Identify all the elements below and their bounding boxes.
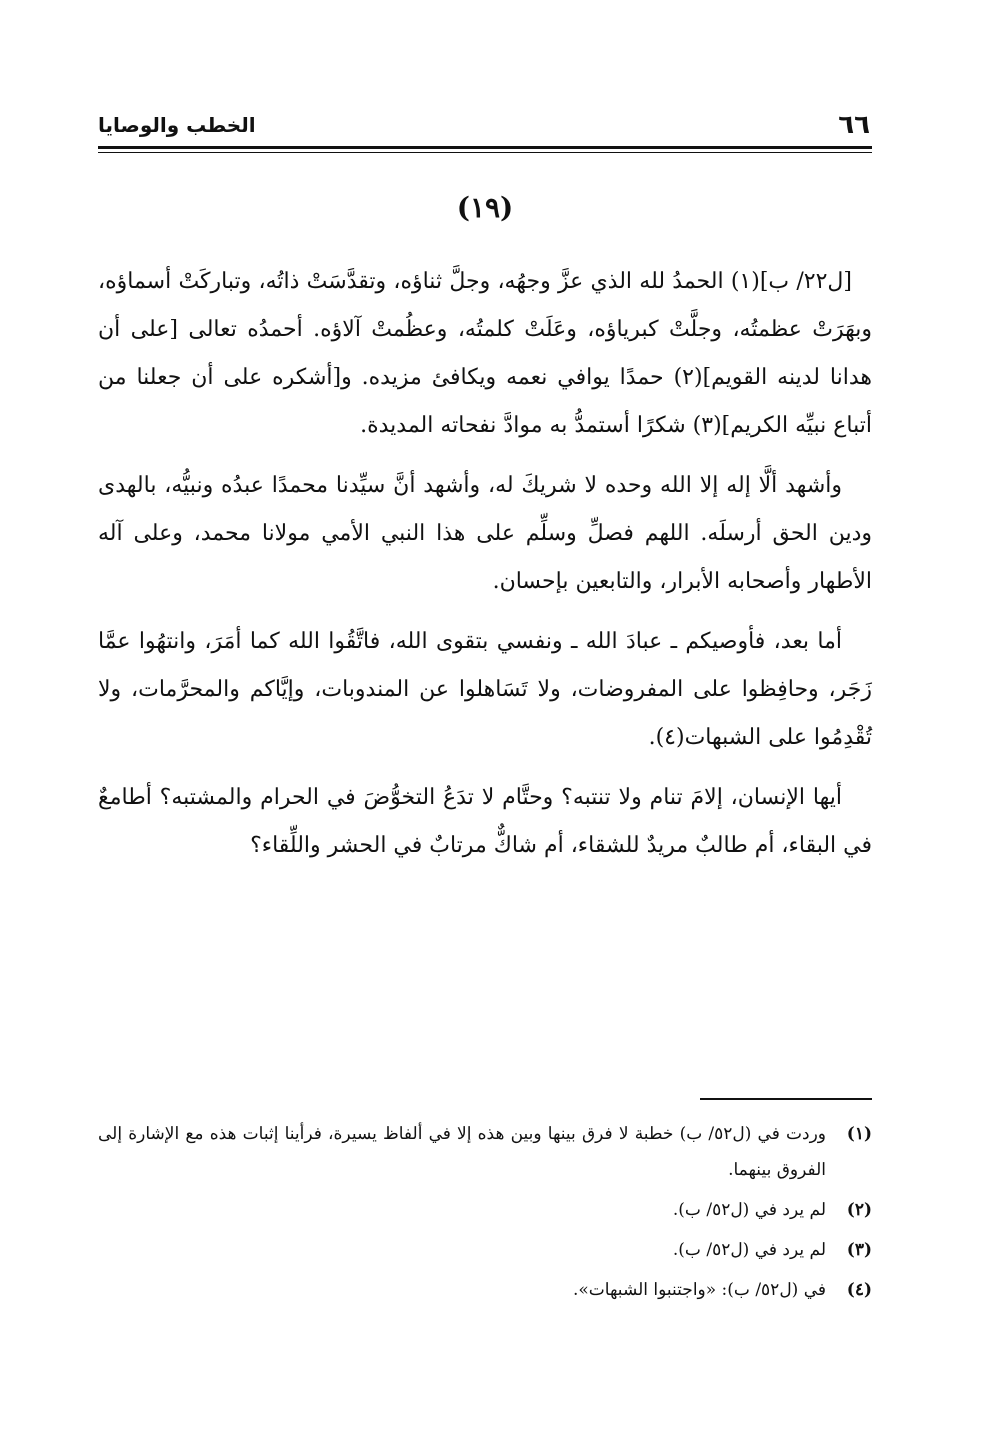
footnote-text: لم يرد في (ل٥٢/ ب). xyxy=(672,1200,826,1220)
section-number: (١٩) xyxy=(456,191,514,224)
running-title: الخطب والوصايا xyxy=(98,113,256,137)
footnote-number: (١) xyxy=(846,1124,872,1144)
main-text xyxy=(98,258,872,882)
footnote-text: في (ل٥٢/ ب): «واجتنبوا الشبهات». xyxy=(572,1280,826,1300)
paragraph-opening-praise: [ل٢٢/ ب](١) الحمدُ لله الذي عزَّ وجهُه، وجلَّ ثناؤه، وتقدَّسَتْ ذاتُه، وتباركَتْ أسماؤه، وبهَرَتْ عظمتُه، وجلَّتْ كبرياؤه، وعَلَتْ كلمتُه، وعظُمتْ آلاؤه. أحمدُه تعالى [على أن هدانا لدينه القويم](٢) حمدًا يوافي نعمه ويكافئ مزيده. و[أشكره على أن جعلنا من أتباع نبيِّه الكريم](٣) شكرًا أستمدُّ به موادَّ نفحاته المديدة. xyxy=(98,269,872,438)
header-rule-thin xyxy=(98,152,872,153)
footnote-number: (٣) xyxy=(846,1240,872,1260)
footnote xyxy=(98,1192,872,1228)
paragraph-exhortation: أما بعد، فأوصيكم ـ عبادَ الله ـ ونفسي بتقوى الله، فاتَّقُوا الله كما أمَرَ، وانتهُوا عمَّا زَجَر، وحافِظوا على المفروضات، ولا تَسَاهلوا عن المندوبات، وإيَّاكم والمحرَّمات، ولا تُقْدِمُوا على الشبهات(٤). xyxy=(98,629,872,750)
footnote-number: (٢) xyxy=(846,1200,872,1220)
page-header xyxy=(98,108,870,144)
footnote xyxy=(98,1116,872,1188)
page-number: ٦٦ xyxy=(838,110,870,140)
paragraph-questions: أيها الإنسان، إلامَ تنام ولا تنتبه؟ وحتَّام لا تدَعُ التخوُّضَ في الحرام والمشتبه؟ أطامعٌ في البقاء، أم طالبٌ مريدٌ للشقاء، أم شاكٌّ مرتابٌ في الحشر واللِّقاء؟ xyxy=(98,785,872,858)
footnote-separator xyxy=(700,1098,872,1100)
header-rule-thick xyxy=(98,146,872,149)
footnote-text: وردت في (ل٥٢/ ب) خطبة لا فرق بينها وبين هذه إلا في ألفاظ يسيرة، فرأينا إثبات هذه مع الإشارة إلى الفروق بينهما. xyxy=(98,1124,826,1180)
footnote xyxy=(98,1272,872,1308)
paragraph-testimony: وأشهد ألَّا إله إلا الله وحده لا شريكَ له، وأشهد أنَّ سيِّدنا محمدًا عبدُه ونبيُّه، بالهدى ودين الحق أرسلَه. اللهم فصلِّ وسلِّم على هذا النبي الأمي مولانا محمد، وعلى آله الأطهار وأصحابه الأبرار، والتابعين بإحسان. xyxy=(98,473,872,594)
footnote-number: (٤) xyxy=(846,1280,872,1300)
footnotes xyxy=(98,1116,872,1312)
footnote-text: لم يرد في (ل٥٢/ ب). xyxy=(672,1240,826,1260)
footnote xyxy=(98,1232,872,1268)
